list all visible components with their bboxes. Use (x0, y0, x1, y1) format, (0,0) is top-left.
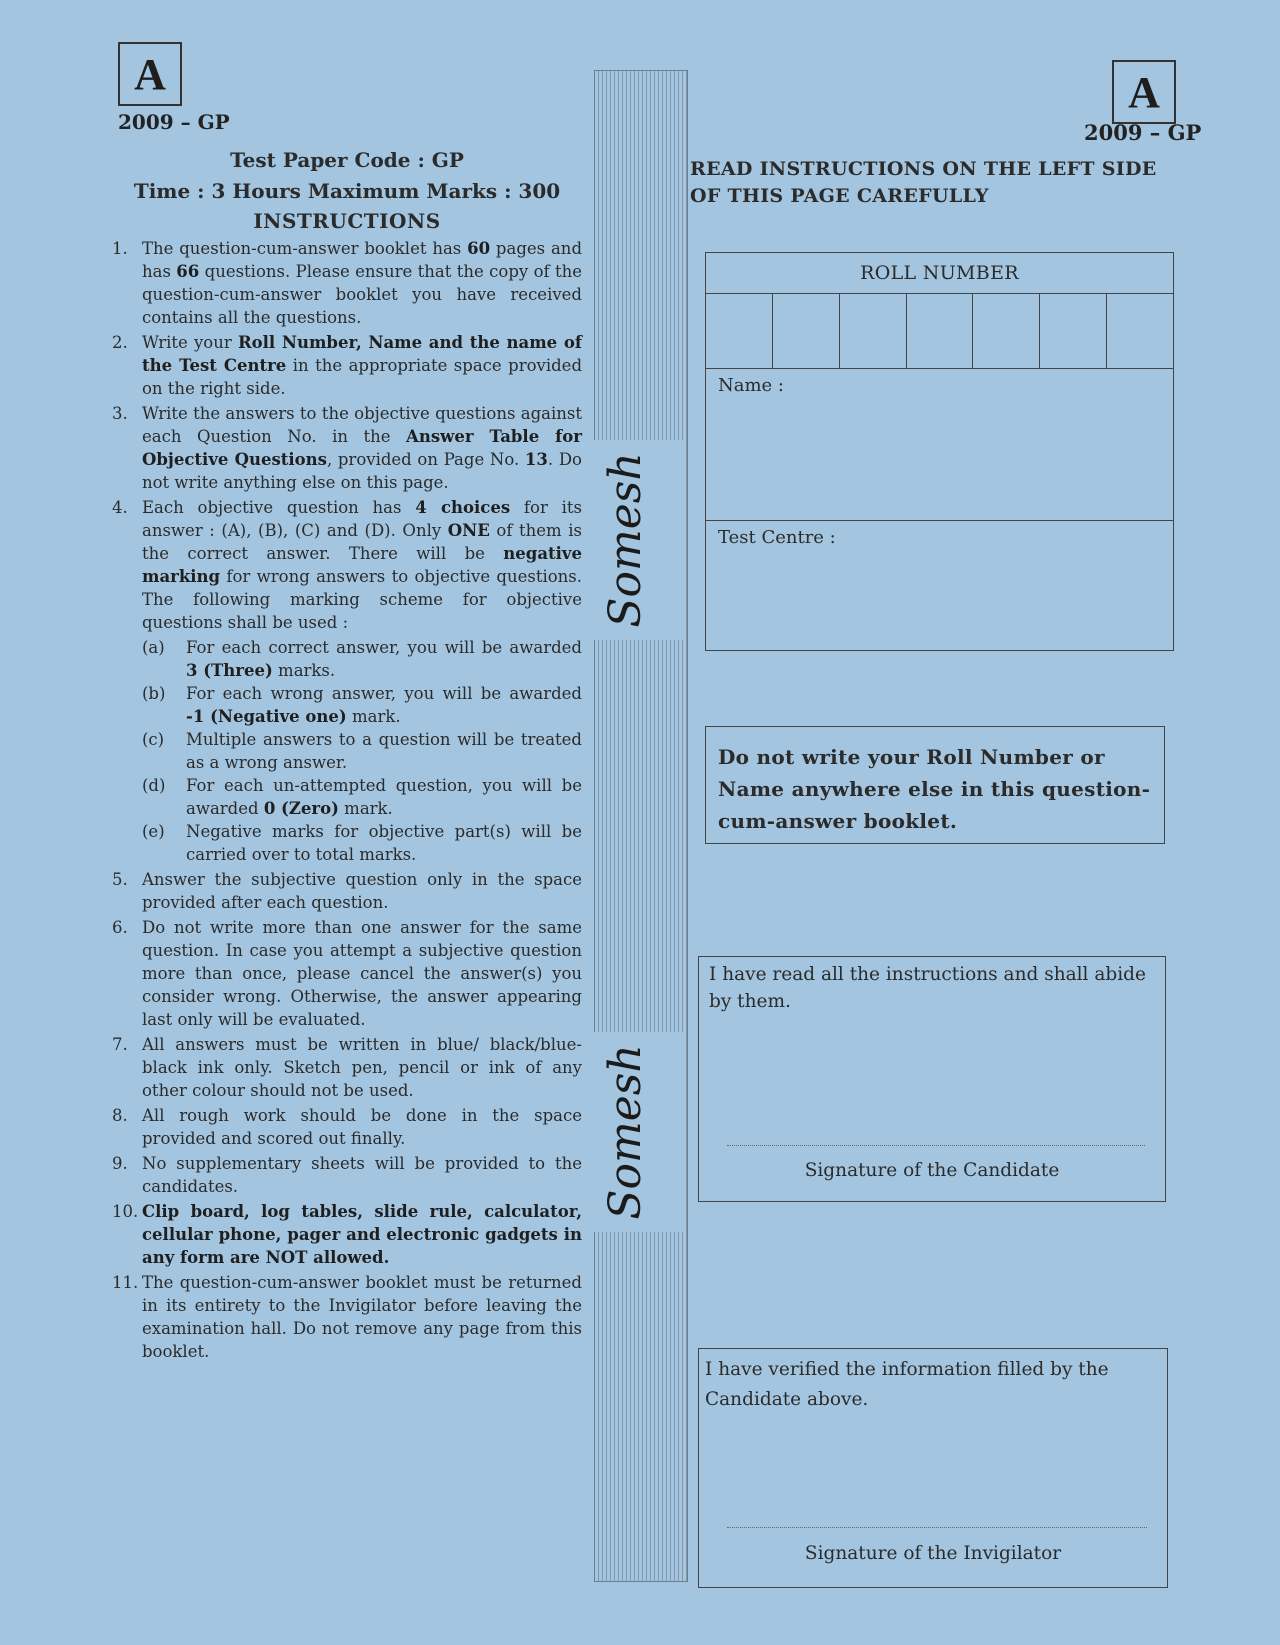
marking-scheme-item (142, 636, 582, 682)
candidate-declaration-box[interactable] (698, 956, 1166, 1202)
instruction-number: 4. (112, 498, 128, 517)
marking-scheme-label: (e) (142, 822, 165, 841)
emphasis-text: Answer Table for Objective Questions (142, 427, 582, 469)
instruction-number: 6. (112, 918, 128, 937)
perforation-strip (594, 70, 688, 1582)
instruction-text: in the appropriate space provided on the right side. (142, 356, 583, 398)
strip-signature-text: Somesh (600, 1044, 651, 1220)
strip-signature-top (594, 440, 686, 640)
instruction-text: mark. (338, 799, 393, 818)
instruction-item (112, 1200, 582, 1269)
instruction-item (112, 1271, 582, 1363)
instructions-column (112, 148, 582, 1365)
marking-scheme-list (142, 636, 582, 866)
instruction-item (112, 1152, 582, 1198)
paper-year-right: 2009 – GP (1084, 120, 1202, 145)
candidate-signature-label: Signature of the Candidate (804, 1160, 1060, 1181)
emphasis-text: 0 (Zero) (263, 799, 339, 818)
marking-scheme-item (142, 728, 582, 774)
marking-scheme-item (142, 820, 582, 866)
instruction-number: 2. (112, 333, 128, 352)
instruction-text: Answer the subjective question only in the space provided after each question. (142, 870, 582, 912)
emphasis-text: ONE (447, 521, 490, 540)
instruction-text: for wrong answers to objective questions. The following marking scheme for objective questions shall be used : (142, 567, 582, 632)
verification-text: I have verified the information filled by the Candidate above. (705, 1359, 1109, 1410)
instruction-text: The question-cum-answer booklet must be returned in its entirety to the Invigilator before leaving the examination hall. Do not remove any page from this booklet. (142, 1273, 582, 1361)
emphasis-text: 13 (524, 450, 548, 469)
roll-number-cell[interactable] (1107, 294, 1173, 368)
read-instructions-note: READ INSTRUCTIONS ON THE LEFT SIDE OF THIS PAGE CAREFULLY (690, 158, 1157, 207)
handwritten-signature-icon (600, 450, 680, 630)
time-and-marks: Time : 3 Hours Maximum Marks : 300 (133, 179, 561, 203)
invigilator-signature-line (727, 1527, 1147, 1528)
instructions-list (112, 237, 582, 1363)
instruction-text: All answers must be written in blue/ black/blue-black ink only. Sketch pen, pencil or ink of any other colour should not be used. (142, 1035, 582, 1100)
instruction-text: questions. Please ensure that the copy of the question-cum-answer booklet you have received contains all the questions. (142, 262, 582, 327)
instruction-number: 10. (112, 1202, 139, 1221)
instruction-text: Negative marks for objective part(s) will be carried over to total marks. (186, 822, 582, 864)
instruction-item (112, 496, 582, 866)
instruction-item (112, 237, 582, 329)
instruction-item (112, 1104, 582, 1150)
instruction-text: of them is the correct answer. There will be (142, 521, 582, 563)
marking-scheme-label: (d) (142, 776, 166, 795)
instruction-text: , provided on Page No. (326, 450, 525, 469)
instruction-text: For each correct answer, you will be awarded (186, 638, 582, 657)
instruction-text: Write your (142, 333, 238, 352)
instruction-item (112, 868, 582, 914)
emphasis-text: -1 (Negative one) (186, 707, 347, 726)
instructions-title: INSTRUCTIONS (253, 209, 441, 233)
strip-signature-bottom (594, 1032, 686, 1232)
name-label: Name : (718, 375, 784, 396)
instruction-number: 3. (112, 404, 128, 423)
instruction-text: Do not write more than one answer for the same question. In case you attempt a subjective question more than once, please cancel the answer(s) you consider wrong. Otherwise, the answer appearing last only will be evaluated. (142, 918, 582, 1029)
invigilator-verification-box[interactable] (698, 1348, 1168, 1588)
instruction-item (112, 1033, 582, 1102)
instruction-text: No supplementary sheets will be provided to the candidates. (142, 1154, 582, 1196)
marking-scheme-label: (b) (142, 684, 166, 703)
roll-number-cell[interactable] (1040, 294, 1107, 368)
roll-number-cell[interactable] (840, 294, 907, 368)
roll-number-warning: Do not write your Roll Number or Name anywhere else in this question-cum-answer booklet. (705, 726, 1165, 844)
instruction-text: For each wrong answer, you will be awarded (186, 684, 582, 703)
strip-signature-text: Somesh (600, 452, 651, 628)
marking-scheme-label: (a) (142, 638, 165, 657)
instruction-item (112, 916, 582, 1031)
instruction-number: 9. (112, 1154, 128, 1173)
paper-code-box-left: A (118, 42, 182, 106)
emphasis-text: 4 choices (415, 498, 511, 517)
roll-number-cell[interactable] (773, 294, 840, 368)
declaration-text: I have read all the instructions and shall abide by them. (709, 964, 1146, 1012)
instruction-text: Write the answers to the objective questions against each Question No. in the (142, 404, 582, 446)
instruction-text: . Do not write anything else on this page. (142, 450, 582, 492)
instruction-number: 1. (112, 239, 128, 258)
emphasis-text: 3 (Three) (186, 661, 273, 680)
test-centre-label: Test Centre : (718, 527, 836, 548)
instruction-text: pages and has (142, 239, 583, 281)
emphasis-text: Clip board, log tables, slide rule, calculator, cellular phone, pager and electronic gadgets in any form are NOT allowed. (142, 1202, 582, 1267)
paper-year-left: 2009 – GP (118, 110, 230, 134)
instruction-number: 7. (112, 1035, 128, 1054)
instruction-item (112, 402, 582, 494)
test-centre-field[interactable] (706, 521, 1173, 651)
roll-number-cell[interactable] (706, 294, 773, 368)
candidate-signature-line (727, 1145, 1145, 1146)
emphasis-text: negative marking (142, 544, 582, 586)
instruction-text: for its answer : (A), (B), (C) and (D). Only (142, 498, 582, 540)
instruction-number: 11. (112, 1273, 139, 1292)
instruction-text: All rough work should be done in the space provided and scored out finally. (142, 1106, 582, 1148)
instruction-text: For each un-attempted question, you will be awarded (186, 776, 582, 818)
marking-scheme-item (142, 774, 582, 820)
name-field[interactable] (706, 369, 1173, 521)
instruction-number: 5. (112, 870, 128, 889)
instruction-text: mark. (346, 707, 401, 726)
handwritten-signature-icon (600, 1042, 680, 1222)
instruction-number: 8. (112, 1106, 128, 1125)
emphasis-text: Roll Number, Name and the name of the Test Centre (142, 333, 582, 375)
instruction-text: Multiple answers to a question will be treated as a wrong answer. (186, 730, 582, 772)
test-paper-code: Test Paper Code : GP (230, 148, 464, 172)
emphasis-text: 60 (467, 239, 491, 258)
instruction-text: Each objective question has (142, 498, 416, 517)
candidate-details-form (705, 252, 1174, 651)
roll-number-cell[interactable] (973, 294, 1040, 368)
invigilator-signature-label: Signature of the Invigilator (804, 1543, 1062, 1564)
instruction-text: marks. (272, 661, 336, 680)
instruction-item (112, 331, 582, 400)
roll-number-label: ROLL NUMBER (706, 253, 1173, 294)
paper-code-box-right: A (1112, 60, 1176, 124)
emphasis-text: 66 (176, 262, 200, 281)
instruction-text: The question-cum-answer booklet has (142, 239, 468, 258)
marking-scheme-label: (c) (142, 730, 165, 749)
roll-number-cells (706, 294, 1173, 369)
marking-scheme-item (142, 682, 582, 728)
roll-number-cell[interactable] (907, 294, 974, 368)
